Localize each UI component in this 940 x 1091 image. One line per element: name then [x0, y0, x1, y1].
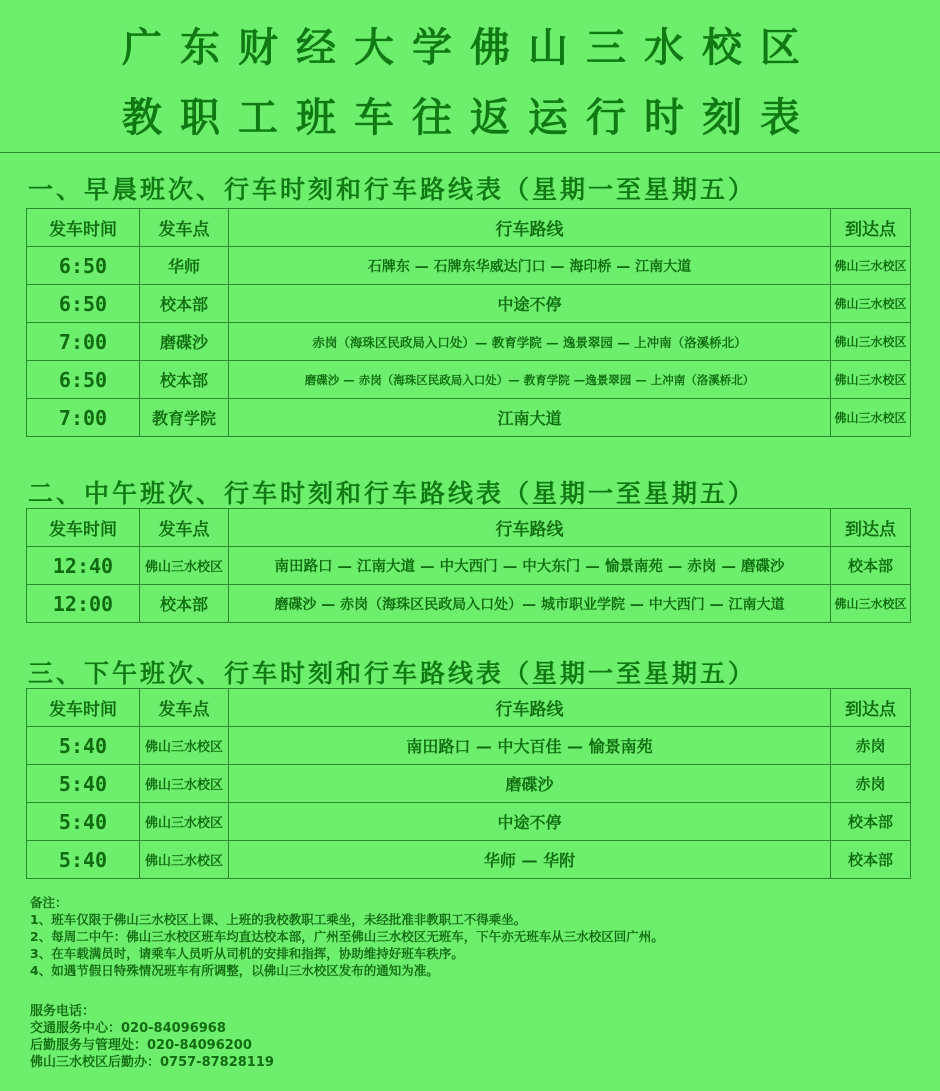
header-arrive: 到达点 [831, 509, 911, 547]
contacts-block [30, 1003, 630, 1071]
schedule-table-afternoon [26, 688, 911, 879]
cell-arrive: 校本部 [831, 841, 911, 879]
cell-arrive: 佛山三水校区 [831, 361, 911, 399]
table-header-row [27, 689, 911, 727]
header-route: 行车路线 [229, 689, 831, 727]
table-row [27, 841, 911, 879]
cell-depart: 佛山三水校区 [140, 841, 229, 879]
cell-arrive: 佛山三水校区 [831, 323, 911, 361]
cell-time: 7:00 [27, 323, 140, 361]
section-title-morning: 一、早晨班次、行车时刻和行车路线表（星期一至星期五） [28, 175, 757, 204]
header-arrive: 到达点 [831, 689, 911, 727]
cell-depart: 佛山三水校区 [140, 765, 229, 803]
table-row [27, 323, 911, 361]
table-header-row [27, 209, 911, 247]
header-route: 行车路线 [229, 509, 831, 547]
cell-route: 中途不停 [229, 803, 831, 841]
cell-time: 5:40 [27, 803, 140, 841]
cell-arrive: 佛山三水校区 [831, 399, 911, 437]
schedule-table-morning [26, 208, 911, 437]
cell-time: 5:40 [27, 841, 140, 879]
contact-item: 交通服务中心：020-84096968 [30, 1021, 226, 1036]
page-title-line1: 广东财经大学佛山三水校区 [122, 25, 818, 71]
table-row [27, 727, 911, 765]
cell-arrive: 佛山三水校区 [831, 585, 911, 623]
cell-depart: 校本部 [140, 361, 229, 399]
contacts-heading: 服务电话： [30, 1004, 96, 1019]
cell-depart: 校本部 [140, 585, 229, 623]
note-item: 2、每周二中午：佛山三水校区班车均直达校本部，广州至佛山三水校区无班车，下午亦无班车从三水校区回广州。 [30, 929, 664, 944]
cell-arrive: 佛山三水校区 [831, 247, 911, 285]
cell-arrive: 赤岗 [831, 765, 911, 803]
cell-route: 赤岗（海珠区民政局入口处）— 教育学院 — 逸景翠园 — 上冲南（洛溪桥北） [229, 323, 831, 361]
contact-item: 后勤服务与管理处：020-84096200 [30, 1038, 252, 1053]
cell-time: 12:00 [27, 585, 140, 623]
table-row [27, 247, 911, 285]
table-row [27, 547, 911, 585]
schedule-table-noon [26, 508, 911, 623]
note-item: 4、如遇节假日特殊情况班车有所调整，以佛山三水校区发布的通知为准。 [30, 963, 439, 978]
cell-route: 中途不停 [229, 285, 831, 323]
header-divider [0, 152, 940, 153]
cell-route: 南田路口 — 中大百佳 — 愉景南苑 [229, 727, 831, 765]
cell-route: 华师 — 华附 [229, 841, 831, 879]
table-row [27, 585, 911, 623]
cell-route: 磨碟沙 — 赤岗（海珠区民政局入口处）— 城市职业学院 — 中大西门 — 江南大道 [229, 585, 831, 623]
cell-time: 7:00 [27, 399, 140, 437]
section-title-afternoon: 三、下午班次、行车时刻和行车路线表（星期一至星期五） [28, 659, 757, 688]
cell-time: 12:40 [27, 547, 140, 585]
notes-block [30, 894, 920, 979]
table-row [27, 765, 911, 803]
page-title-line2: 教职工班车往返运行时刻表 [122, 95, 818, 141]
cell-depart: 佛山三水校区 [140, 727, 229, 765]
cell-route: 磨碟沙 [229, 765, 831, 803]
cell-time: 5:40 [27, 727, 140, 765]
cell-depart: 校本部 [140, 285, 229, 323]
header-route: 行车路线 [229, 209, 831, 247]
table-row [27, 399, 911, 437]
cell-depart: 佛山三水校区 [140, 803, 229, 841]
cell-depart: 磨碟沙 [140, 323, 229, 361]
table-row [27, 285, 911, 323]
cell-time: 6:50 [27, 285, 140, 323]
table-row [27, 803, 911, 841]
cell-depart: 佛山三水校区 [140, 547, 229, 585]
cell-route: 南田路口 — 江南大道 — 中大西门 — 中大东门 — 愉景南苑 — 赤岗 — 磨碟沙 [229, 547, 831, 585]
contact-item: 佛山三水校区后勤办：0757-87828119 [30, 1055, 274, 1070]
cell-arrive: 校本部 [831, 547, 911, 585]
table-header-row [27, 509, 911, 547]
header-time: 发车时间 [27, 689, 140, 727]
cell-depart: 华师 [140, 247, 229, 285]
cell-arrive: 赤岗 [831, 727, 911, 765]
cell-route: 江南大道 [229, 399, 831, 437]
cell-time: 6:50 [27, 361, 140, 399]
header-time: 发车时间 [27, 509, 140, 547]
note-item: 3、在车载满员时，请乘车人员听从司机的安排和指挥，协助维持好班车秩序。 [30, 946, 464, 961]
cell-route: 石牌东 — 石牌东华威达门口 — 海印桥 — 江南大道 [229, 247, 831, 285]
notes-heading: 备注： [30, 895, 68, 910]
cell-time: 5:40 [27, 765, 140, 803]
cell-arrive: 校本部 [831, 803, 911, 841]
header-arrive: 到达点 [831, 209, 911, 247]
cell-depart: 教育学院 [140, 399, 229, 437]
header-depart: 发车点 [140, 209, 229, 247]
section-title-noon: 二、中午班次、行车时刻和行车路线表（星期一至星期五） [28, 479, 757, 508]
cell-arrive: 佛山三水校区 [831, 285, 911, 323]
cell-route: 磨碟沙 — 赤岗（海珠区民政局入口处）— 教育学院 —逸景翠园 — 上冲南（洛溪桥北） [229, 361, 831, 399]
cell-time: 6:50 [27, 247, 140, 285]
header-depart: 发车点 [140, 689, 229, 727]
table-row [27, 361, 911, 399]
header-time: 发车时间 [27, 209, 140, 247]
note-item: 1、班车仅限于佛山三水校区上课、上班的我校教职工乘坐，未经批准非教职工不得乘坐。 [30, 912, 527, 927]
header-depart: 发车点 [140, 509, 229, 547]
